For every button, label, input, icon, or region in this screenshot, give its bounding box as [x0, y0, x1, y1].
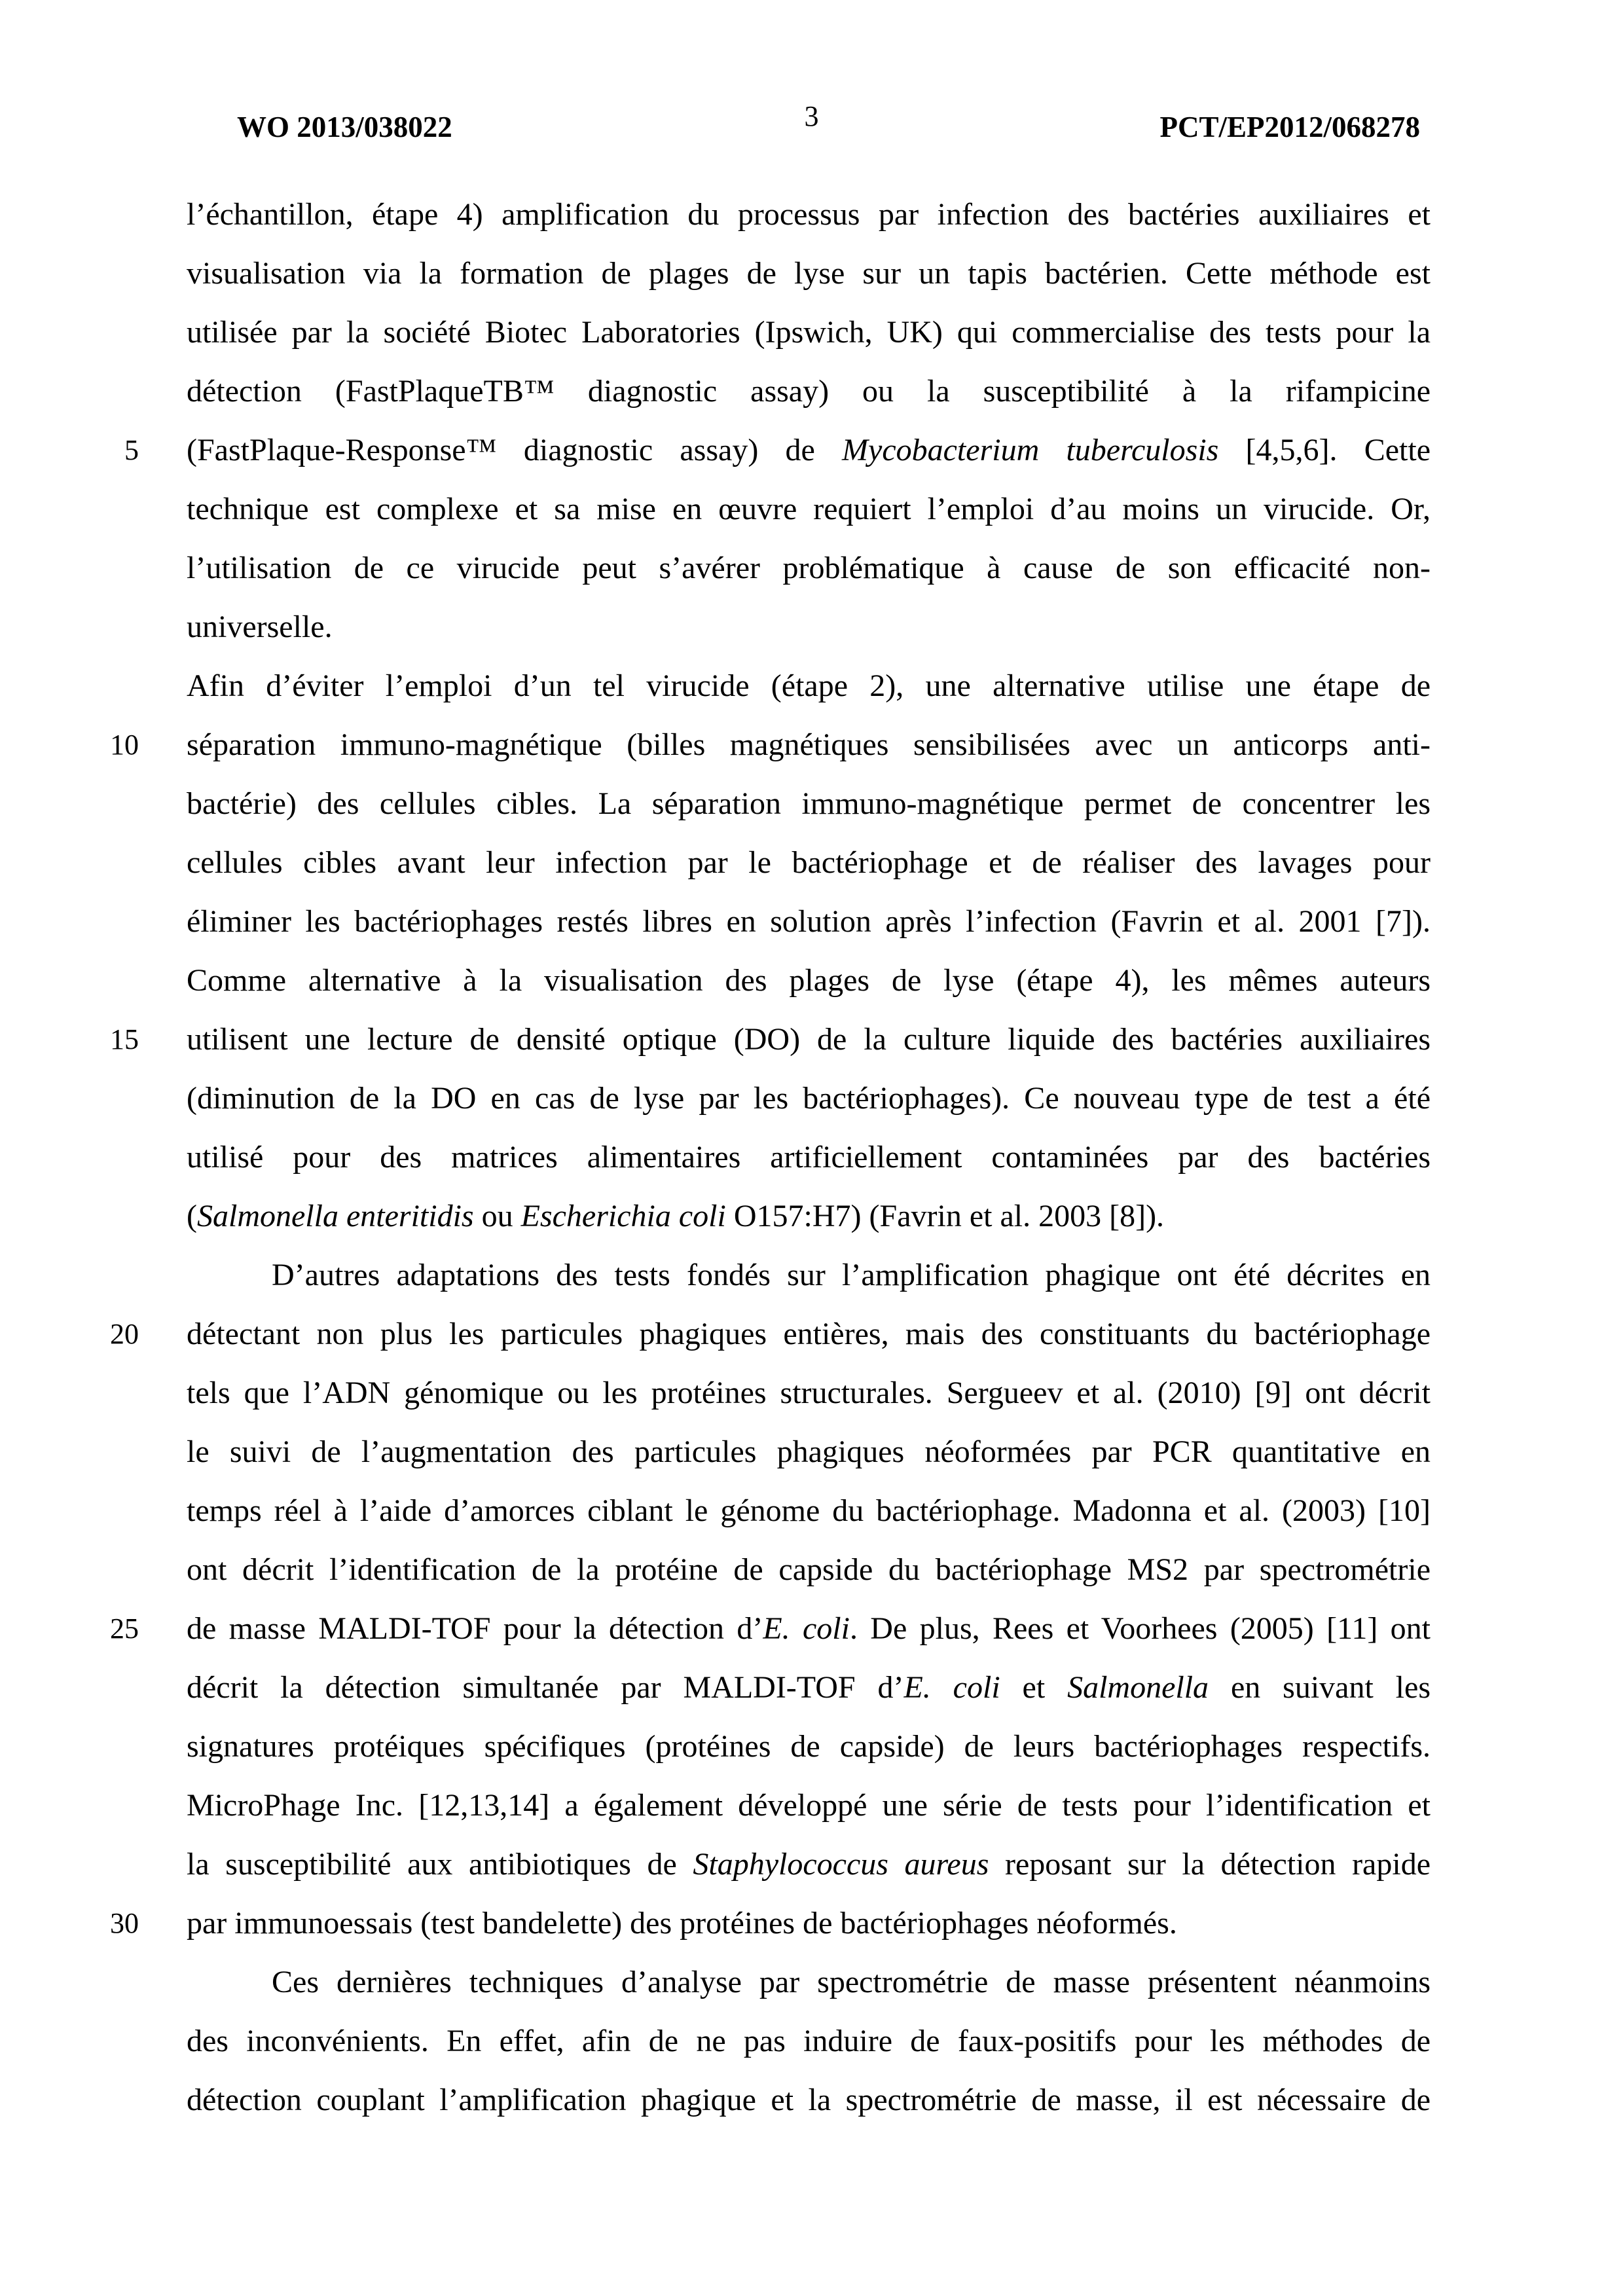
text-line: [187, 774, 1431, 833]
text-line: [187, 539, 1431, 598]
text-segment: le suivi de l’augmentation des particules phagiques néoformées par PCR quantitative en: [187, 1434, 1431, 1469]
text-line: [187, 1069, 1431, 1128]
text-segment: MicroPhage Inc. [12,13,14] a également développé une série de tests pour l’identification et: [187, 1788, 1431, 1823]
text-line: [187, 598, 1431, 657]
text-segment: par immunoessais (test bandelette) des protéines de bactériophages néoformés.: [187, 1906, 1177, 1941]
text-line: [187, 244, 1431, 303]
italic-text-segment: Salmonella: [1067, 1670, 1209, 1705]
publication-number: WO 2013/038022: [237, 111, 452, 143]
text-segment: (: [187, 1199, 197, 1233]
text-segment: de masse MALDI-TOF pour la détection d’: [187, 1611, 763, 1646]
text-segment: des inconvénients. En effet, afin de ne pas induire de faux-positifs pour les méthodes de: [187, 2024, 1431, 2058]
text-line: [187, 1953, 1431, 2012]
text-segment: temps réel à l’aide d’amorces ciblant le génome du bactériophage. Madonna et al. (2003) [10]: [187, 1493, 1431, 1528]
text-line: [187, 362, 1431, 421]
margin-line-number: 20: [110, 1318, 139, 1350]
text-segment: (FastPlaque-Response™ diagnostic assay) de: [187, 433, 843, 467]
text-segment: technique est complexe et sa mise en œuvre requiert l’emploi d’au moins un virucide. Or,: [187, 492, 1431, 526]
text-line: [187, 185, 1431, 244]
text-segment: et: [1000, 1670, 1068, 1705]
text-line: [187, 2071, 1431, 2130]
text-line: [187, 303, 1431, 362]
text-segment: l’utilisation de ce virucide peut s’avérer problématique à cause de son efficacité non-: [187, 551, 1431, 585]
text-segment: reposant sur la détection rapide: [989, 1847, 1431, 1882]
text-segment: détection (FastPlaqueTB™ diagnostic assay) ou la susceptibilité à la rifampicine: [187, 374, 1431, 409]
text-line: [187, 716, 1431, 774]
text-line: [187, 1482, 1431, 1540]
margin-line-number: 30: [110, 1907, 139, 1939]
text-line: [187, 480, 1431, 539]
text-segment: [4,5,6]. Cette: [1218, 433, 1431, 467]
text-segment: visualisation via la formation de plages de lyse sur un tapis bactérien. Cette méthode est: [187, 256, 1431, 291]
italic-text-segment: Salmonella enteritidis: [196, 1199, 474, 1233]
text-segment: détection couplant l’amplification phagique et la spectrométrie de masse, il est nécessaire de: [187, 2083, 1431, 2117]
text-line: [187, 1776, 1431, 1835]
text-line: [187, 833, 1431, 892]
italic-text-segment: Escherichia coli: [520, 1199, 726, 1233]
text-segment: cellules cibles avant leur infection par le bactériophage et de réaliser des lavages pour: [187, 845, 1431, 880]
text-line: [187, 1658, 1431, 1717]
text-line: [187, 1364, 1431, 1423]
text-segment: éliminer les bactériophages restés libres en solution après l’infection (Favrin et al. 2001 [7]).: [187, 904, 1431, 939]
text-line: [187, 1717, 1431, 1776]
text-segment: Ces dernières techniques d’analyse par spectrométrie de masse présentent néanmoins: [272, 1965, 1431, 1999]
body-text: [187, 185, 1431, 2130]
text-line: [187, 657, 1431, 716]
text-line: [187, 951, 1431, 1010]
text-segment: tels que l’ADN génomique ou les protéines structurales. Sergueev et al. (2010) [9] ont décrit: [187, 1376, 1431, 1410]
text-segment: détectant non plus les particules phagiques entières, mais des constituants du bactériophage: [187, 1317, 1431, 1351]
text-line: [187, 1010, 1431, 1069]
margin-line-number: 5: [124, 434, 139, 466]
text-line: [187, 1835, 1431, 1894]
text-segment: bactérie) des cellules cibles. La séparation immuno-magnétique permet de concentrer les: [187, 786, 1431, 821]
margin-line-numbers: [0, 185, 139, 2130]
italic-text-segment: Staphylococcus aureus: [693, 1847, 989, 1882]
text-line: [187, 2012, 1431, 2071]
text-segment: D’autres adaptations des tests fondés sur l’amplification phagique ont été décrites en: [272, 1258, 1431, 1292]
text-segment: ont décrit l’identification de la protéine de capside du bactériophage MS2 par spectrométrie: [187, 1552, 1431, 1587]
text-line: [187, 892, 1431, 951]
text-segment: signatures protéiques spécifiques (protéines de capside) de leurs bactériophages respectifs.: [187, 1729, 1431, 1764]
text-segment: utilisée par la société Biotec Laboratories (Ipswich, UK) qui commercialise des tests pour la: [187, 315, 1431, 350]
text-line: [187, 1246, 1431, 1305]
text-line: [187, 1540, 1431, 1599]
text-segment: Afin d’éviter l’emploi d’un tel virucide (étape 2), une alternative utilise une étape de: [187, 668, 1431, 703]
italic-text-segment: Mycobacterium tuberculosis: [842, 433, 1219, 467]
text-segment: (diminution de la DO en cas de lyse par les bactériophages). Ce nouveau type de test a été: [187, 1081, 1431, 1116]
text-line: [187, 1128, 1431, 1187]
text-line: [187, 1187, 1431, 1246]
text-segment: en suivant les: [1209, 1670, 1431, 1705]
text-segment: Comme alternative à la visualisation des plages de lyse (étape 4), les mêmes auteurs: [187, 963, 1431, 998]
application-number: PCT/EP2012/068278: [1159, 111, 1420, 143]
text-line: [187, 1599, 1431, 1658]
text-line: [187, 1305, 1431, 1364]
text-segment: ou: [473, 1199, 521, 1233]
text-segment: utilisent une lecture de densité optique (DO) de la culture liquide des bactéries auxiliaires: [187, 1022, 1431, 1057]
text-line: [187, 421, 1431, 480]
text-segment: la susceptibilité aux antibiotiques de: [187, 1847, 693, 1882]
italic-text-segment: E. coli: [903, 1670, 1000, 1705]
text-segment: . De plus, Rees et Voorhees (2005) [11] ont: [849, 1611, 1431, 1646]
text-segment: universelle.: [187, 610, 333, 644]
margin-line-number: 25: [110, 1613, 139, 1645]
text-line: [187, 1894, 1431, 1953]
text-segment: décrit la détection simultanée par MALDI-TOF d’: [187, 1670, 904, 1705]
text-segment: l’échantillon, étape 4) amplification du processus par infection des bactéries auxiliaires et: [187, 197, 1431, 232]
text-segment: séparation immuno-magnétique (billes magnétiques sensibilisées avec un anticorps anti-: [187, 727, 1431, 762]
text-line: [187, 1423, 1431, 1482]
page-number: 3: [804, 100, 819, 132]
italic-text-segment: E. coli: [763, 1611, 850, 1646]
margin-line-number: 10: [110, 729, 139, 761]
text-segment: O157:H7) (Favrin et al. 2003 [8]).: [725, 1199, 1165, 1233]
text-segment: utilisé pour des matrices alimentaires artificiellement contaminées par des bactéries: [187, 1140, 1431, 1175]
margin-line-number: 15: [110, 1023, 139, 1055]
